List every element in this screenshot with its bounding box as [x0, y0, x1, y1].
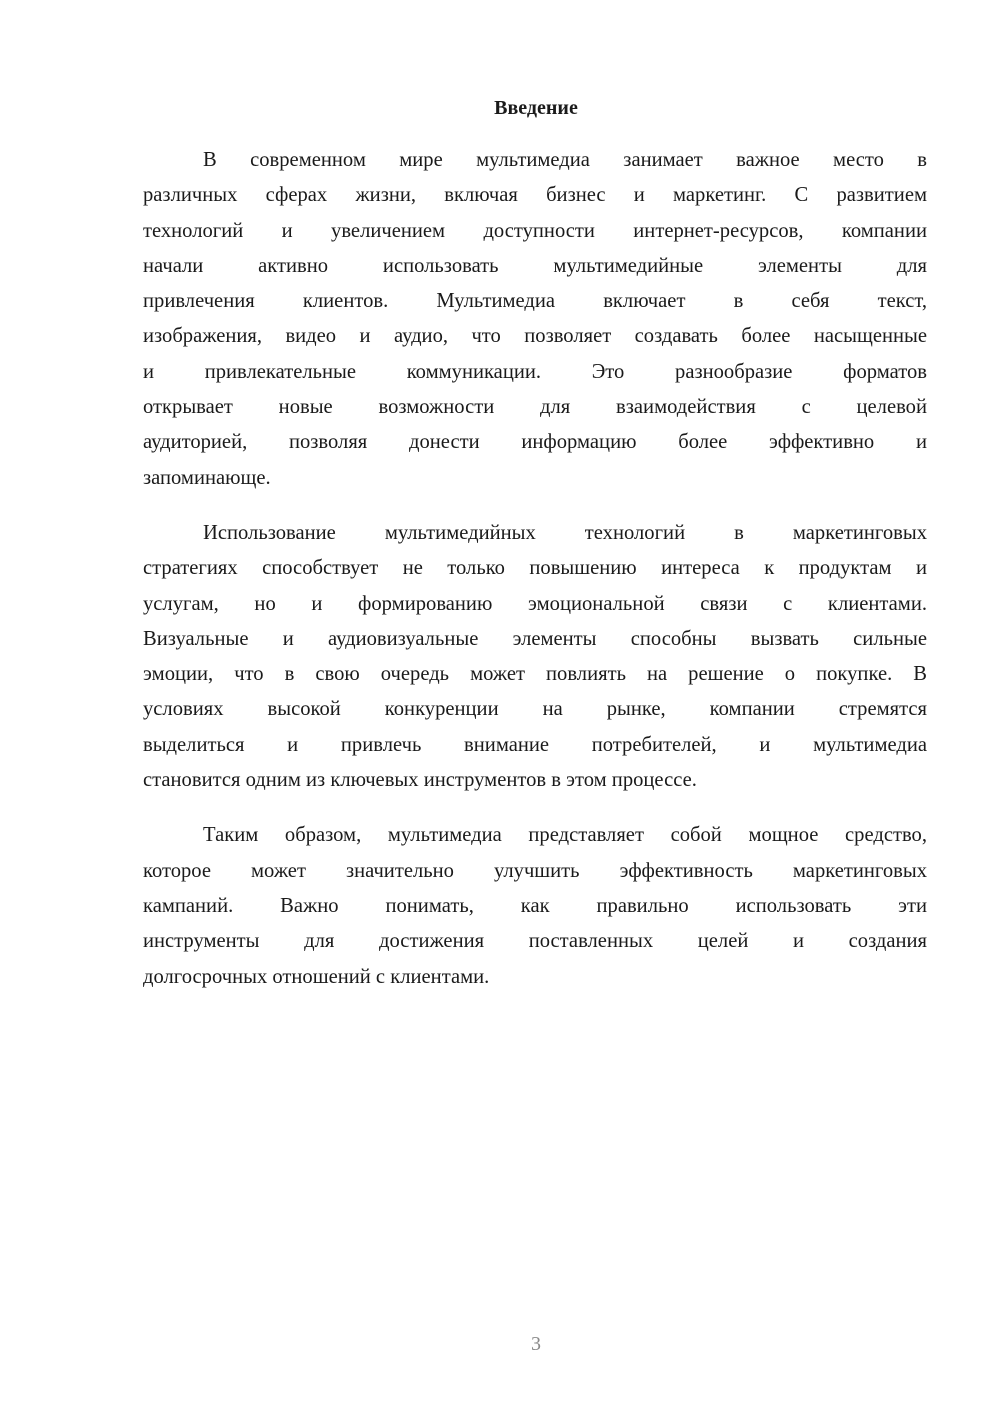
text-line: и привлекательные коммуникации. Это разнообразие форматов — [143, 360, 927, 383]
text-line: стратегиях способствует не только повышению интереса к продуктам и — [143, 557, 927, 580]
text-line: Таким образом, мультимедиа представляет собой мощное средство, — [203, 824, 927, 847]
page-number: 3 — [531, 1333, 541, 1355]
text-line: Использование мультимедийных технологий в маркетинговых — [203, 521, 927, 544]
paragraph — [143, 516, 927, 798]
text-line: долгосрочных отношений с клиентами. — [143, 965, 490, 988]
text-line: инструменты для достижения поставленных целей и создания — [143, 930, 927, 953]
section-heading: Введение — [494, 97, 578, 119]
document-body — [143, 143, 927, 1015]
text-line: аудиторией, позволяя донести информацию более эффективно и — [143, 431, 927, 454]
text-line: услугам, но и формированию эмоциональной связи с клиентами. — [143, 592, 927, 615]
text-line: эмоции, что в свою очередь может повлиять на решение о покупке. В — [143, 663, 927, 686]
text-line: В современном мире мультимедиа занимает важное место в — [203, 149, 927, 171]
paragraph — [143, 143, 927, 496]
text-line: начали активно использовать мультимедийные элементы для — [143, 254, 927, 277]
text-line: выделиться и привлечь внимание потребителей, и мультимедиа — [143, 733, 927, 756]
text-line: запоминающе. — [143, 466, 271, 489]
text-line: Визуальные и аудиовизуальные элементы способны вызвать сильные — [143, 627, 927, 650]
text-line: технологий и увеличением доступности интернет-ресурсов, компании — [143, 219, 927, 242]
paragraph — [143, 818, 927, 994]
text-line: различных сферах жизни, включая бизнес и маркетинг. С развитием — [143, 184, 927, 207]
text-line: привлечения клиентов. Мультимедиа включает в себя текст, — [143, 290, 927, 313]
text-line: условиях высокой конкуренции на рынке, компании стремятся — [143, 698, 927, 721]
text-line: которое может значительно улучшить эффективность маркетинговых — [143, 859, 927, 882]
text-line: кампаний. Важно понимать, как правильно использовать эти — [143, 894, 927, 917]
text-line: изображения, видео и аудио, что позволяет создавать более насыщенные — [143, 325, 927, 348]
text-line: открывает новые возможности для взаимодействия с целевой — [143, 396, 927, 419]
text-line: становится одним из ключевых инструментов в этом процессе. — [143, 769, 697, 792]
